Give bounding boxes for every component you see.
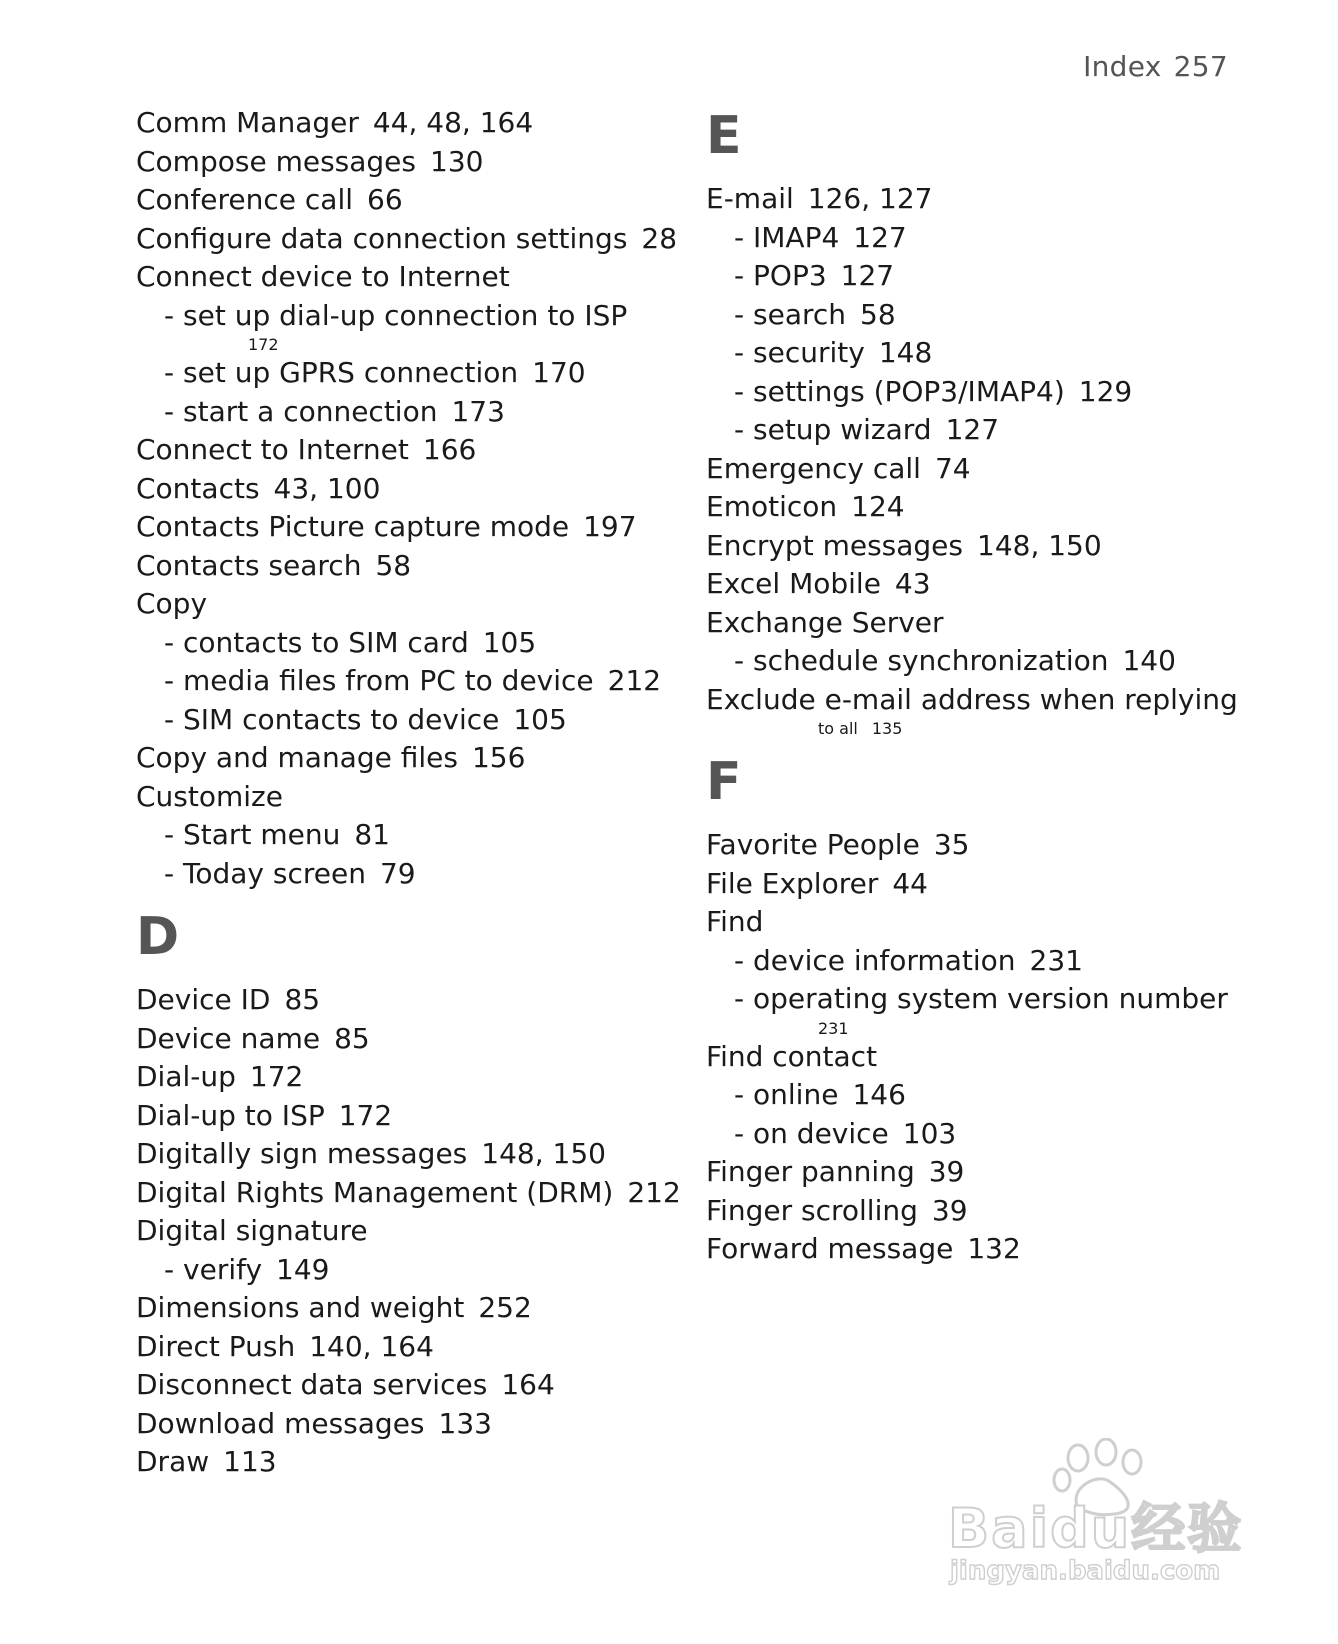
entry-pages: 103 xyxy=(902,1116,957,1150)
section-title: Index xyxy=(1083,50,1162,83)
index-entry xyxy=(706,527,1266,566)
entry-pages: 105 xyxy=(513,702,567,736)
entry-pages: 43 xyxy=(894,567,931,600)
entry-pages: 39 xyxy=(931,1193,968,1227)
entry-term: set up dial-up connection to ISP xyxy=(183,298,628,332)
index-entry xyxy=(136,104,676,143)
entry-term: SIM contacts to device xyxy=(183,702,500,736)
entry-term: Draw xyxy=(136,1445,210,1478)
entry-pages: 164 xyxy=(501,1368,555,1401)
index-entry xyxy=(706,681,1266,720)
entry-term: search xyxy=(753,297,847,331)
entry-pages: 66 xyxy=(367,183,403,216)
entry-pages: 35 xyxy=(933,828,970,861)
entry-term: Today screen xyxy=(183,856,366,890)
entry-term: Connect to Internet xyxy=(136,433,409,466)
entry-pages: 127 xyxy=(840,259,895,292)
entry-term: Download messages xyxy=(136,1406,425,1440)
entry-term: Emergency call xyxy=(706,451,921,485)
index-entry xyxy=(136,470,676,509)
index-entry xyxy=(136,258,676,297)
entry-term: online xyxy=(753,1078,839,1111)
entry-pages: 148, 150 xyxy=(977,528,1102,562)
entry-term: Compose messages xyxy=(136,144,416,178)
entry-term: Emoticon xyxy=(706,490,838,523)
entry-pages: 132 xyxy=(967,1232,1021,1265)
index-subentry xyxy=(706,257,1266,296)
entry-term: Favorite People xyxy=(706,828,920,861)
section-letter: E xyxy=(706,106,742,166)
entry-term: operating system version number xyxy=(753,982,1228,1015)
index-subentry xyxy=(706,219,1266,258)
entry-pages: 170 xyxy=(532,356,586,389)
entry-term: schedule synchronization xyxy=(753,644,1109,677)
index-entry xyxy=(136,220,676,259)
entry-pages: 85 xyxy=(284,983,321,1016)
index-subentry xyxy=(136,1251,676,1290)
index-subentry xyxy=(706,719,1266,738)
index-entry xyxy=(136,1174,681,1213)
index-subentry xyxy=(136,624,676,663)
entry-term: settings (POP3/IMAP4) xyxy=(753,374,1065,408)
entry-term: Copy xyxy=(136,587,208,620)
entry-term: Digital Rights Management (DRM) xyxy=(136,1175,614,1209)
index-entry xyxy=(136,981,676,1020)
index-entry xyxy=(136,143,676,182)
entry-term: POP3 xyxy=(753,259,827,292)
entry-term: E-mail xyxy=(706,182,794,215)
index-entry xyxy=(706,488,1266,527)
page-number: 257 xyxy=(1173,50,1228,83)
entry-term: setup wizard xyxy=(753,413,932,446)
entry-term: Find contact xyxy=(706,1039,878,1073)
index-entry xyxy=(136,585,676,624)
index-entry xyxy=(136,1097,676,1136)
entry-term: Start menu xyxy=(183,818,341,851)
index-entry xyxy=(136,1289,676,1328)
entry-pages: 130 xyxy=(430,144,484,178)
baidu-watermark xyxy=(948,1438,1278,1608)
watermark-brand: Baidu经验 xyxy=(948,1497,1244,1560)
index-entry xyxy=(706,1192,1266,1231)
entry-term: Device name xyxy=(136,1021,321,1055)
section-letter: D xyxy=(136,907,180,967)
entry-pages: 133 xyxy=(438,1406,492,1440)
index-entry xyxy=(136,1405,676,1444)
entry-pages: 212 xyxy=(607,664,662,697)
entry-pages: 28 xyxy=(641,221,678,255)
entry-term: Direct Push xyxy=(136,1329,296,1363)
entry-term: Contacts xyxy=(136,471,260,505)
index-subentry xyxy=(136,855,676,894)
index-subentry xyxy=(136,816,676,855)
entry-pages: 156 xyxy=(471,741,526,774)
index-subentry xyxy=(136,297,676,336)
entry-pages: 81 xyxy=(354,818,390,851)
entry-term: Exchange Server xyxy=(706,605,944,639)
entry-term: Contacts Picture capture mode xyxy=(136,510,570,543)
entry-term: File Explorer xyxy=(706,866,879,900)
entry-term: Device ID xyxy=(136,983,271,1016)
entry-pages: 231 xyxy=(1029,943,1083,977)
entry-pages: 58 xyxy=(860,297,896,331)
index-entry xyxy=(136,181,676,220)
entry-pages: 124 xyxy=(851,490,905,523)
index-subentry xyxy=(136,354,676,393)
index-entry xyxy=(706,826,1266,865)
entry-term: Digital signature xyxy=(136,1214,368,1247)
entry-term: Copy and manage files xyxy=(136,741,458,774)
index-subentry xyxy=(706,411,1266,450)
entry-pages: 166 xyxy=(422,433,477,466)
entry-pages: 148, 150 xyxy=(481,1137,606,1170)
entry-term: on device xyxy=(753,1116,889,1150)
index-entry xyxy=(136,1366,676,1405)
index-entry xyxy=(136,508,676,547)
index-subentry xyxy=(706,373,1266,412)
entry-pages: 172 xyxy=(249,1060,304,1093)
entry-term: Find xyxy=(706,905,764,938)
index-subentry xyxy=(706,980,1266,1019)
entry-term: Finger panning xyxy=(706,1155,915,1188)
index-entry xyxy=(136,1135,676,1174)
index-column-right xyxy=(706,104,1266,1269)
entry-term: Customize xyxy=(136,779,283,813)
entry-pages: 58 xyxy=(375,548,412,582)
entry-pages: 252 xyxy=(478,1291,532,1324)
entry-term: Connect device to Internet xyxy=(136,260,510,293)
index-entry xyxy=(136,547,676,586)
entry-pages: 79 xyxy=(379,856,416,890)
index-subentry xyxy=(706,296,1266,335)
entry-pages: 172 xyxy=(248,335,279,354)
entry-term: Dimensions and weight xyxy=(136,1291,465,1324)
entry-pages: 197 xyxy=(583,510,637,543)
index-entry xyxy=(706,1038,1266,1077)
entry-pages: 148 xyxy=(878,336,933,369)
watermark-url: jingyan.baidu.com xyxy=(950,1556,1221,1586)
entry-term: to all xyxy=(818,719,858,738)
entry-pages: 44 xyxy=(892,866,928,900)
entry-term: device information xyxy=(753,943,1016,977)
index-entry xyxy=(706,604,1266,643)
entry-pages: 105 xyxy=(482,625,537,659)
index-entry xyxy=(706,1230,1266,1269)
entry-term: Finger scrolling xyxy=(706,1193,918,1227)
entry-pages: 135 xyxy=(871,719,903,738)
index-subentry xyxy=(136,335,676,354)
index-entry xyxy=(136,1443,676,1482)
entry-term: Digitally sign messages xyxy=(136,1137,468,1170)
entry-term: security xyxy=(753,336,865,369)
entry-pages: 127 xyxy=(945,413,1000,446)
entry-term: Encrypt messages xyxy=(706,528,963,562)
entry-term: Configure data connection settings xyxy=(136,221,628,255)
index-entry xyxy=(136,778,676,817)
index-subentry xyxy=(706,334,1266,373)
index-entry xyxy=(706,180,1266,219)
entry-pages: 127 xyxy=(853,220,907,254)
entry-pages: 212 xyxy=(627,1175,681,1209)
index-subentry xyxy=(136,701,676,740)
entry-pages: 231 xyxy=(818,1018,849,1038)
entry-term: Excel Mobile xyxy=(706,567,881,600)
entry-pages: 126, 127 xyxy=(807,182,933,215)
entry-term: Exclude e-mail address when replying xyxy=(706,682,1238,716)
entry-term: media files from PC to device xyxy=(183,664,594,697)
entry-pages: 140, 164 xyxy=(309,1329,434,1363)
index-subentry xyxy=(706,942,1266,981)
index-subentry xyxy=(706,1076,1266,1115)
entry-term: Comm Manager xyxy=(136,106,359,139)
index-entry xyxy=(706,903,1266,942)
entry-term: contacts to SIM card xyxy=(183,625,469,659)
entry-pages: 39 xyxy=(928,1155,965,1188)
index-entry xyxy=(706,1153,1266,1192)
index-subentry xyxy=(706,642,1266,681)
entry-term: verify xyxy=(183,1252,263,1286)
index-subentry xyxy=(136,662,676,701)
entry-pages: 173 xyxy=(451,394,505,428)
entry-term: set up GPRS connection xyxy=(183,356,519,389)
entry-pages: 149 xyxy=(276,1252,330,1286)
section-letter: F xyxy=(706,752,742,812)
entry-pages: 146 xyxy=(852,1078,906,1111)
entry-pages: 43, 100 xyxy=(273,471,381,505)
entry-term: Contacts search xyxy=(136,548,362,582)
entry-term: Dial-up to ISP xyxy=(136,1098,325,1132)
entry-term: Dial-up xyxy=(136,1060,236,1093)
entry-term: Disconnect data services xyxy=(136,1368,488,1401)
index-subentry xyxy=(706,1019,1266,1038)
entry-pages: 74 xyxy=(934,451,971,485)
entry-term: start a connection xyxy=(183,394,438,428)
index-entry xyxy=(706,450,1266,489)
index-subentry xyxy=(706,1115,1266,1154)
index-entry xyxy=(136,739,676,778)
entry-pages: 113 xyxy=(223,1445,277,1478)
index-entry xyxy=(706,565,1266,604)
entry-term: Forward message xyxy=(706,1232,954,1265)
index-entry xyxy=(136,1328,676,1367)
index-entry xyxy=(136,431,676,470)
entry-pages: 85 xyxy=(334,1021,370,1055)
page-header xyxy=(1083,50,1228,83)
index-column-left xyxy=(136,104,681,1482)
index-entry xyxy=(136,1020,676,1059)
entry-pages: 44, 48, 164 xyxy=(372,106,534,139)
index-entry xyxy=(136,1058,676,1097)
index-entry xyxy=(136,1212,676,1251)
entry-pages: 129 xyxy=(1078,374,1133,408)
entry-pages: 172 xyxy=(338,1098,393,1132)
index-entry xyxy=(706,865,1266,904)
entry-term: IMAP4 xyxy=(753,220,840,254)
entry-pages: 140 xyxy=(1122,644,1176,677)
entry-term: Conference call xyxy=(136,183,354,216)
index-subentry xyxy=(136,393,676,432)
